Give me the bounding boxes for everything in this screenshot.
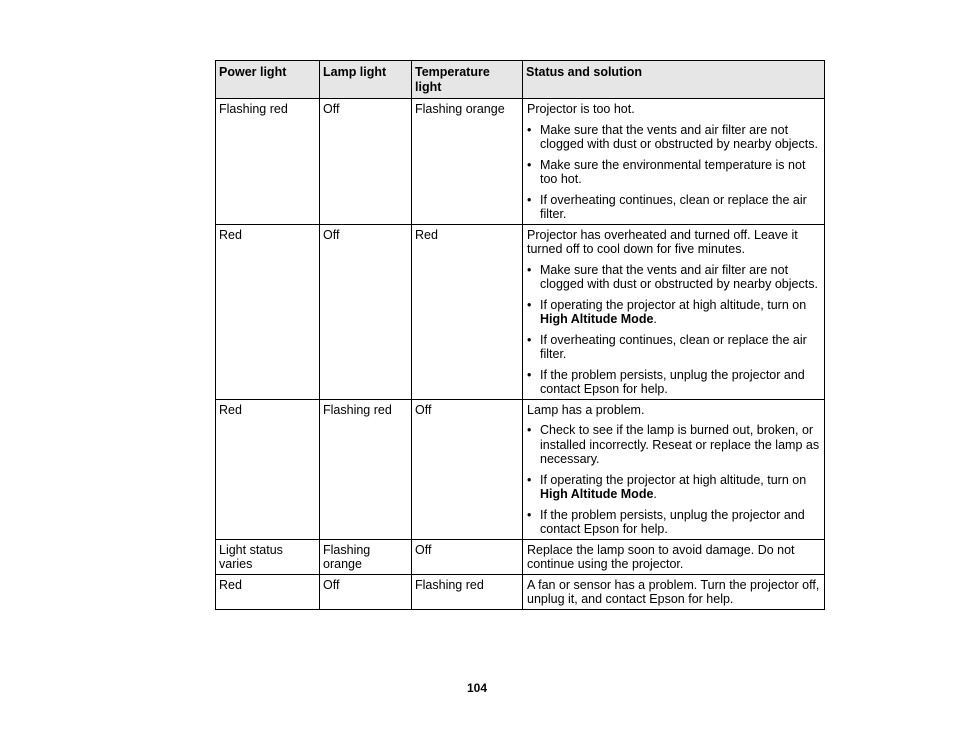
header-power-light: Power light <box>216 61 320 99</box>
header-status-solution: Status and solution <box>523 61 825 99</box>
table-row <box>216 99 825 225</box>
table-header-row <box>216 61 825 99</box>
header-lamp-light: Lamp light <box>320 61 412 99</box>
solution-text: Make sure the environmental temperature is not too hot. <box>540 157 806 186</box>
solution-item <box>526 333 821 362</box>
table-row <box>216 539 825 574</box>
solution-item <box>526 193 821 222</box>
table-row <box>216 574 825 609</box>
status-summary: Lamp has a problem. <box>527 402 645 417</box>
solution-text: If the problem persists, unplug the projector and contact Epson for help. <box>540 507 805 536</box>
header-temperature-light: Temperature light <box>412 61 523 99</box>
setting-name: High Altitude Mode <box>540 312 654 326</box>
lamp-light-cell: Off <box>320 99 412 225</box>
bullet-icon: • <box>527 262 532 277</box>
bullet-icon: • <box>527 507 532 522</box>
temperature-light-cell: Off <box>412 539 523 574</box>
power-light-cell: Red <box>216 574 320 609</box>
solution-text: If overheating continues, clean or replace the air filter. <box>540 332 807 361</box>
status-summary: Projector has overheated and turned off. Leave it turned off to cool down for five minutes. <box>527 227 798 256</box>
status-summary: A fan or sensor has a problem. Turn the projector off, unplug it, and contact Epson for help. <box>527 577 820 606</box>
bullet-icon: • <box>527 367 532 382</box>
solution-text: Make sure that the vents and air filter are not clogged with dust or obstructed by nearby objects. <box>540 122 818 151</box>
status-solution-cell <box>523 99 825 225</box>
page-number: 104 <box>466 681 488 695</box>
solution-list <box>526 423 821 537</box>
status-solution-cell <box>523 539 825 574</box>
solution-item <box>526 123 821 152</box>
solution-item <box>526 298 821 327</box>
table-body <box>216 99 825 610</box>
status-table <box>215 60 825 610</box>
temperature-light-cell: Off <box>412 399 523 539</box>
solution-text-end: . <box>653 487 657 501</box>
status-solution-cell <box>523 224 825 399</box>
power-light-cell: Red <box>216 224 320 399</box>
table-row <box>216 224 825 399</box>
bullet-icon: • <box>527 472 532 487</box>
lamp-light-cell: Flashing red <box>320 399 412 539</box>
status-solution-cell <box>523 574 825 609</box>
solution-text: If overheating continues, clean or replace the air filter. <box>540 192 807 221</box>
solution-text: If the problem persists, unplug the projector and contact Epson for help. <box>540 367 805 396</box>
solution-text: Make sure that the vents and air filter are not clogged with dust or obstructed by nearby objects. <box>540 262 818 291</box>
solution-text-end: . <box>653 312 657 326</box>
setting-name: High Altitude Mode <box>540 487 654 501</box>
solution-item <box>526 508 821 537</box>
solution-item <box>526 423 821 467</box>
power-light-cell: Flashing red <box>216 99 320 225</box>
power-light-cell: Red <box>216 399 320 539</box>
bullet-icon: • <box>527 122 532 137</box>
bullet-icon: • <box>527 192 532 207</box>
solution-item <box>526 158 821 187</box>
lamp-light-cell: Off <box>320 574 412 609</box>
power-light-cell: Light status varies <box>216 539 320 574</box>
solution-text: Check to see if the lamp is burned out, broken, or installed incorrectly. Reseat or replace the lamp as necessary. <box>540 423 820 466</box>
status-solution-cell <box>523 399 825 539</box>
status-summary: Projector is too hot. <box>527 102 635 116</box>
lamp-light-cell: Flashing orange <box>320 539 412 574</box>
table-row <box>216 399 825 539</box>
temperature-light-cell: Flashing orange <box>412 99 523 225</box>
bullet-icon: • <box>527 157 532 172</box>
solution-text: If operating the projector at high altitude, turn on <box>540 472 807 487</box>
solution-item <box>526 473 821 502</box>
solution-item <box>526 368 821 397</box>
solution-list <box>526 123 821 222</box>
lamp-light-cell: Off <box>320 224 412 399</box>
bullet-icon: • <box>527 332 532 347</box>
temperature-light-cell: Flashing red <box>412 574 523 609</box>
solution-text: If operating the projector at high altitude, turn on <box>540 297 807 312</box>
bullet-icon: • <box>527 297 532 312</box>
status-summary: Replace the lamp soon to avoid damage. Do not continue using the projector. <box>527 542 795 571</box>
bullet-icon: • <box>527 423 532 437</box>
temperature-light-cell: Red <box>412 224 523 399</box>
solution-list <box>526 263 821 397</box>
solution-item <box>526 263 821 292</box>
